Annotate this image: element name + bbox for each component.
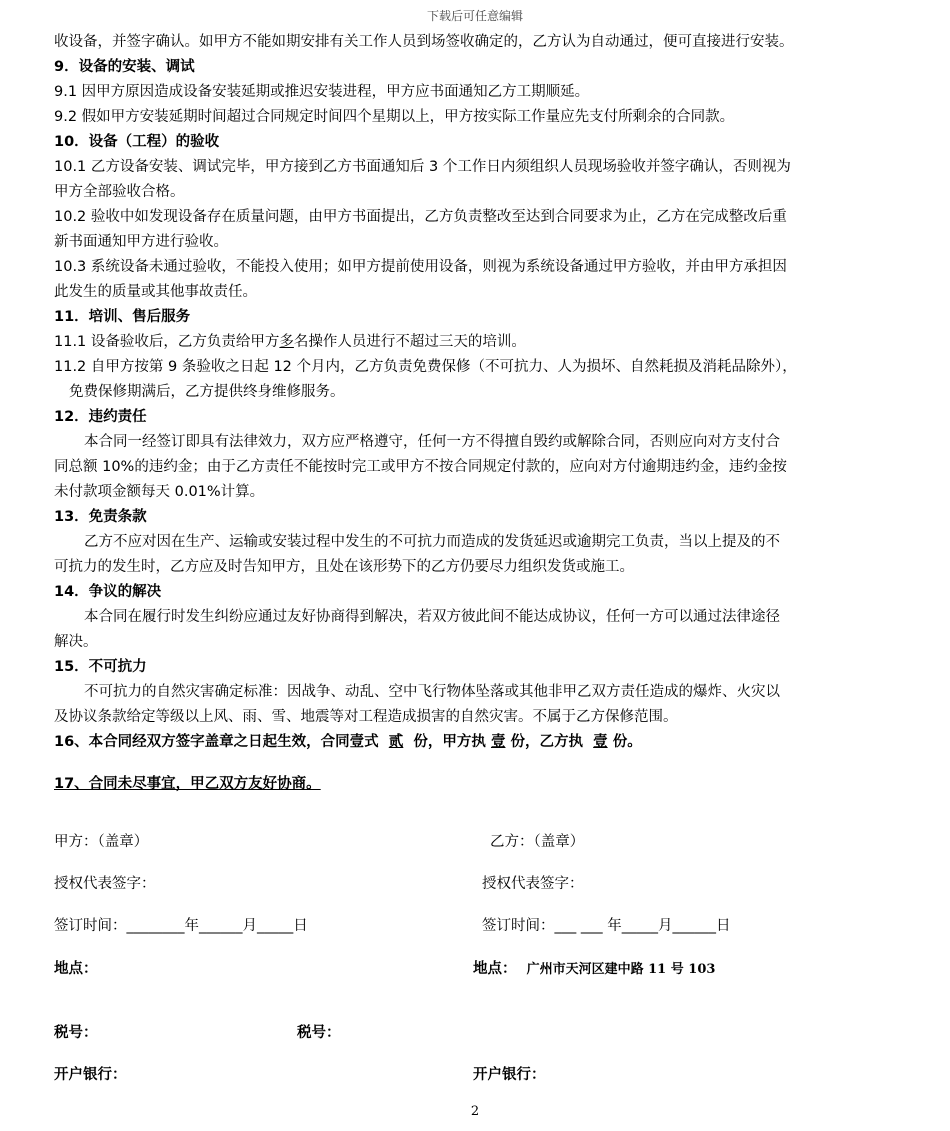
paragraph-line: 未付款项金额每天 0.01%计算。 [54, 484, 265, 500]
party-b-location [473, 957, 715, 978]
location-b-value: 广州市天河区建中路 11 号 103 [526, 962, 716, 977]
party-b-rep-sign: 授权代表签字： [482, 876, 584, 892]
paragraph-line: 及协议条款给定等级以上风、雨、雪、地震等对工程造成损害的自然灾害。不属于乙方保修范围。 [54, 709, 678, 725]
paragraph-line: 10.3 系统设备未通过验收，不能投入使用；如甲方提前使用设备，则视为系统设备通过甲方验收，并由甲方承担因 [54, 259, 787, 275]
paragraph-line: 9.2 假如甲方安装延期时间超过合同规定时间四个星期以上，甲方按实际工作量应先支付所剩余的合同款。 [54, 109, 735, 125]
paragraph-line: 可抗力的发生时，乙方应及时告知甲方，且处在该形势下的乙方仍要尽力组织发货或施工。 [54, 559, 634, 575]
party-a-bank: 开户银行： [54, 1067, 127, 1083]
party-a-date [54, 914, 308, 935]
party-b-seal: 乙方：（盖章） [490, 834, 585, 850]
paragraph-line: 11.2 自甲方按第 9 条验收之日起 12 个月内，乙方负责免费保修（不可抗力、人为损坏、自然耗损及消耗品除外）， [54, 359, 797, 375]
clause-17 [54, 772, 321, 793]
party-b-tax-id: 税号： [297, 1025, 341, 1041]
paragraph-line: 10.1 乙方设备安装、调试完毕，甲方接到乙方书面通知后 3 个工作日内须组织人员现场验收并签字确认，否则视为 [54, 159, 791, 175]
paragraph-line: 同总额 10%的违约金；由于乙方责任不能按时完工或甲方不按合同规定付款的，应向对方付逾期违约金，违约金按 [54, 459, 787, 475]
contract-body [54, 30, 910, 755]
party-a-seal: 甲方：（盖章） [54, 834, 149, 850]
training-text-before: 11.1 设备验收后，乙方负责给甲方 [54, 334, 280, 350]
paragraph-line: 收设备，并签字确认。如甲方不能如期安排有关工作人员到场签收确定的，乙方认为自动通过，便可直接进行安装。 [54, 34, 794, 50]
paragraph-line: 不可抗力的自然灾害确定标准：因战争、动乱、空中飞行物体坠落或其他非甲乙双方责任造成的爆炸、火灾以 [84, 684, 780, 700]
clause-16-prefix: 16、本合同经双方签字盖章之日起生效，合同壹式 [54, 734, 379, 750]
section-heading: 13．免责条款 [54, 509, 147, 525]
section-heading: 15．不可抗力 [54, 659, 147, 675]
training-line [54, 330, 910, 355]
paragraph-line: 乙方不应对因在生产、运输或安装过程中发生的不可抗力而造成的发货延迟或逾期完工负责，当以上提及的不 [84, 534, 780, 550]
clause-16-mid2: 份，乙方执 [510, 734, 584, 750]
party-a-tax-id: 税号： [54, 1025, 98, 1041]
paragraph-line: 本合同在履行时发生纠纷应通过友好协商得到解决，若双方彼此间不能达成协议，任何一方可以通过法律途径 [84, 609, 780, 625]
section-heading: 14．争议的解决 [54, 584, 162, 600]
clause-16 [54, 730, 910, 755]
section-heading: 12．违约责任 [54, 409, 147, 425]
paragraph-line: 10.2 验收中如发现设备存在质量问题，由甲方书面提出，乙方负责整改至达到合同要求为止，乙方在完成整改后重 [54, 209, 787, 225]
date-label: 签订时间： [54, 918, 127, 934]
clause-17-text: 17、合同未尽事宜，甲乙双方友好协商。 [54, 776, 321, 792]
training-text-after: 名操作人员进行不超过三天的培训。 [293, 334, 526, 350]
party-b-bank: 开户银行： [473, 1067, 546, 1083]
paragraph-line: 9.1 因甲方原因造成设备安装延期或推迟安装进程，甲方应书面通知乙方工期顺延。 [54, 84, 590, 100]
paragraph-line: 免费保修期满后，乙方提供终身维修服务。 [69, 384, 345, 400]
trainee-count: 多 [279, 334, 294, 350]
date-a-blank: ________年______月_____日 [126, 918, 308, 934]
party-b-date [482, 914, 730, 935]
copies-party-a: 壹 [490, 734, 506, 750]
party-a-rep-sign: 授权代表签字： [54, 876, 156, 892]
paragraph-line: 新书面通知甲方进行验收。 [54, 234, 228, 250]
paragraph-line: 解决。 [54, 634, 98, 650]
location-label: 地点： [473, 961, 517, 977]
section-heading: 10．设备（工程）的验收 [54, 134, 220, 150]
clause-16-mid1: 份，甲方执 [413, 734, 486, 750]
paragraph-line: 此发生的质量或其他事故责任。 [54, 284, 257, 300]
section-heading: 11．培训、售后服务 [54, 309, 191, 325]
section-heading: 9．设备的安装、调试 [54, 59, 195, 75]
paragraph-line: 本合同一经签订即具有法律效力，双方应严格遵守，任何一方不得擅自毁约或解除合同，否则应向对方支付合 [84, 434, 780, 450]
copies-total: 贰 [388, 734, 404, 750]
copies-party-b: 壹 [593, 734, 608, 750]
page-header: 下载后可任意编辑 [426, 9, 523, 23]
party-a-location: 地点： [54, 961, 98, 977]
clause-16-suffix: 份。 [612, 734, 642, 750]
date-label: 签订时间： [482, 918, 555, 934]
page-number: 2 [470, 1104, 480, 1119]
paragraph-line: 甲方全部验收合格。 [54, 184, 185, 200]
date-b-blank: ___ ___ 年_____月______日 [554, 918, 731, 934]
